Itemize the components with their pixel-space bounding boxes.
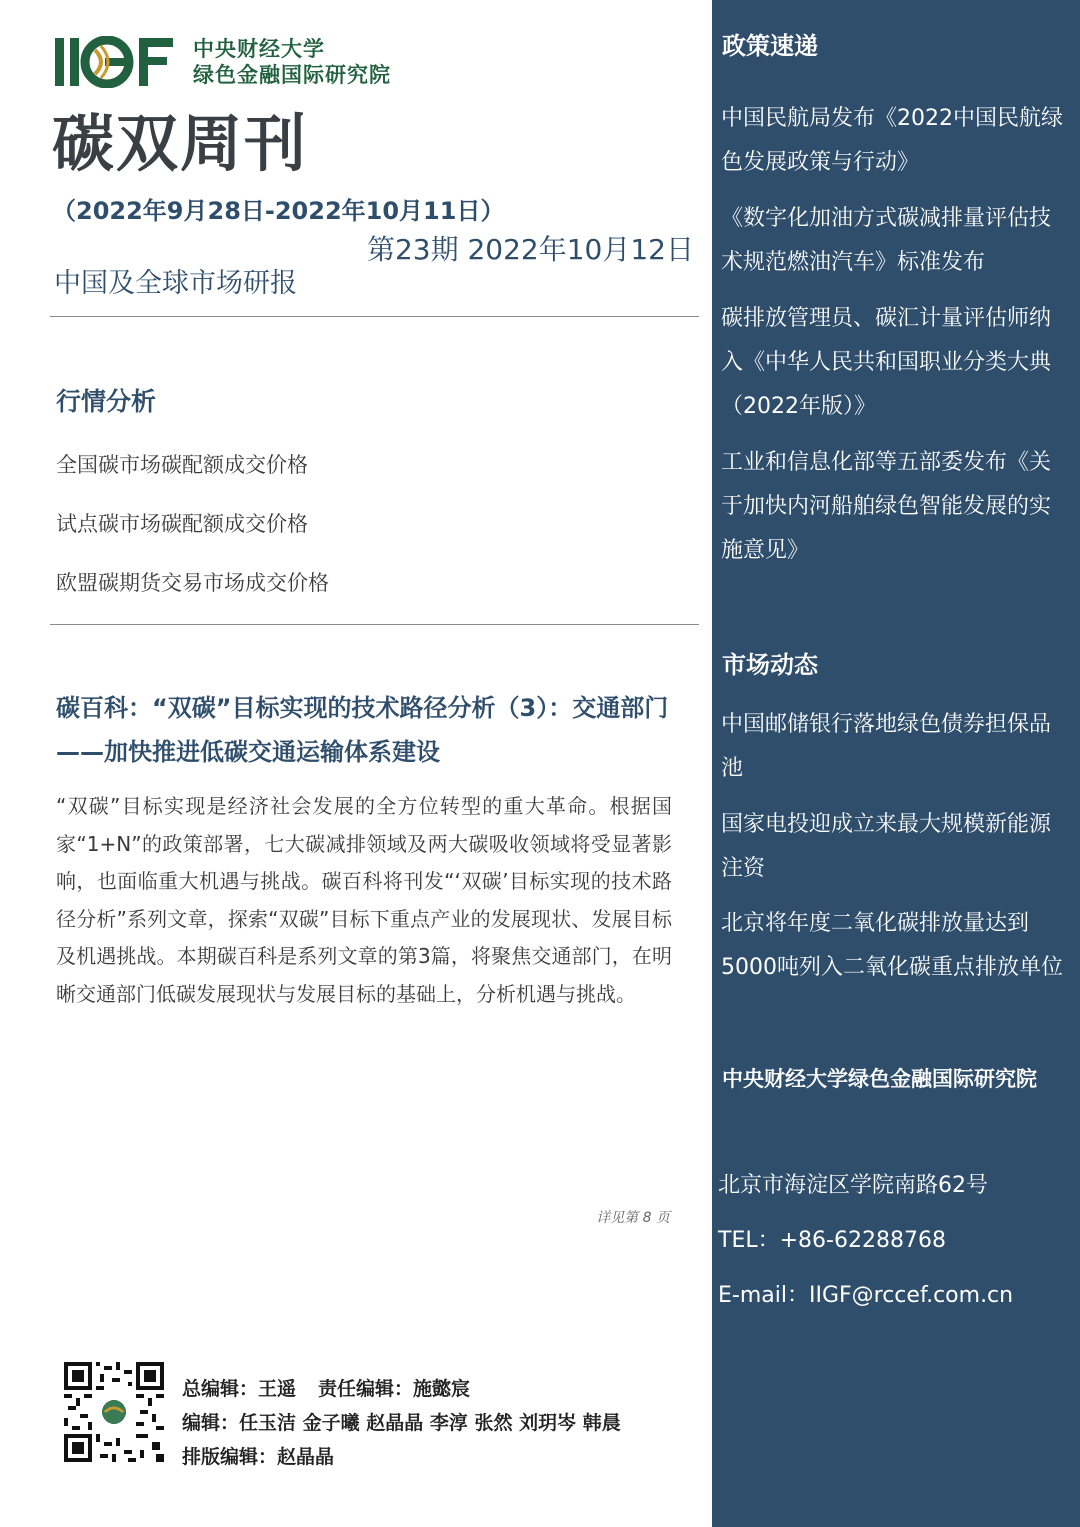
market-analysis-item[interactable]: 试点碳市场碳配额成交价格 bbox=[56, 512, 308, 536]
market-item[interactable]: 北京将年度二氧化碳排放量达到5000吨列入二氧化碳重点排放单位 bbox=[721, 911, 1063, 980]
credits bbox=[182, 1372, 621, 1474]
policy-item[interactable]: 碳排放管理员、碳汇计量评估师纳入《中华人民共和国职业分类大典（2022年版）》 bbox=[721, 306, 1052, 419]
qr-code-icon bbox=[64, 1362, 164, 1462]
iigf-logo-icon bbox=[55, 36, 179, 88]
org-name-line2: 绿色金融国际研究院 bbox=[193, 63, 391, 87]
divider bbox=[50, 624, 699, 625]
policy-item[interactable]: 《数字化加油方式碳减排量评估技术规范燃油汽车》标准发布 bbox=[721, 206, 1052, 275]
market-analysis-heading: 行情分析 bbox=[56, 387, 157, 416]
org-footer-name: 中央财经大学绿色金融国际研究院 bbox=[722, 1067, 1037, 1091]
address: 北京市海淀区学院南路62号 bbox=[718, 1173, 988, 1198]
market-item[interactable]: 国家电投迎成立来最大规模新能源注资 bbox=[721, 812, 1052, 881]
responsible-editor: 责任编辑：施懿宸 bbox=[318, 1378, 471, 1400]
market-analysis-item[interactable]: 全国碳市场碳配额成交价格 bbox=[56, 453, 308, 477]
policy-heading: 政策速递 bbox=[722, 32, 818, 60]
telephone: TEL：+86-62288768 bbox=[718, 1228, 946, 1253]
policy-item[interactable]: 工业和信息化部等五部委发布《关于加快内河船舶绿色智能发展的实施意见》 bbox=[721, 450, 1052, 563]
article-title[interactable]: 碳百科：“双碳”目标实现的技术路径分析（3）：交通部门——加快推进低碳交通运输体系建设 bbox=[56, 694, 669, 766]
chief-editor: 总编辑：王遥 bbox=[182, 1378, 297, 1400]
policy-item[interactable]: 中国民航局发布《2022中国民航绿色发展政策与行动》 bbox=[721, 106, 1063, 175]
org-name bbox=[193, 36, 433, 88]
credits-line bbox=[182, 1372, 621, 1406]
issue-info: 第23期 2022年10月12日 bbox=[366, 233, 694, 266]
market-item[interactable]: 中国邮储银行落地绿色债券担保品池 bbox=[721, 712, 1052, 781]
subtitle: 中国及全球市场研报 bbox=[54, 268, 297, 299]
see-page-link[interactable]: 详见第 8 页 bbox=[596, 1210, 670, 1226]
email-link[interactable]: E-mail：IIGF@rccef.com.cn bbox=[718, 1283, 1014, 1308]
article-body: “双碳”目标实现是经济社会发展的全方位转型的重大革命。根据国家“1+N”的政策部署，七大碳减排领域及两大碳吸收领域将受显著影响，也面临重大机遇与挑战。碳百科将刊发“‘双碳’目标实现的技术路径分析”系列文章，探索“双碳”目标下重点产业的发展现状、发展目标及机遇挑战。本期碳百科是系列文章的第3篇，将聚焦交通部门，在明晰交通部门低碳发展现状与发展目标的基础上，分析机遇与挑战。 bbox=[56, 794, 672, 1006]
divider bbox=[50, 316, 699, 317]
layout-editor: 排版编辑：赵晶晶 bbox=[182, 1446, 335, 1468]
org-name-line1: 中央财经大学 bbox=[193, 37, 325, 61]
editors: 编辑：任玉洁 金子曦 赵晶晶 李淳 张然 刘玥岑 韩晨 bbox=[182, 1412, 621, 1434]
market-analysis-item[interactable]: 欧盟碳期货交易市场成交价格 bbox=[56, 571, 329, 595]
publication-title: 碳双周刊 bbox=[52, 107, 309, 180]
date-range: （2022年9月28日-2022年10月11日） bbox=[52, 197, 505, 225]
market-heading: 市场动态 bbox=[722, 651, 818, 679]
